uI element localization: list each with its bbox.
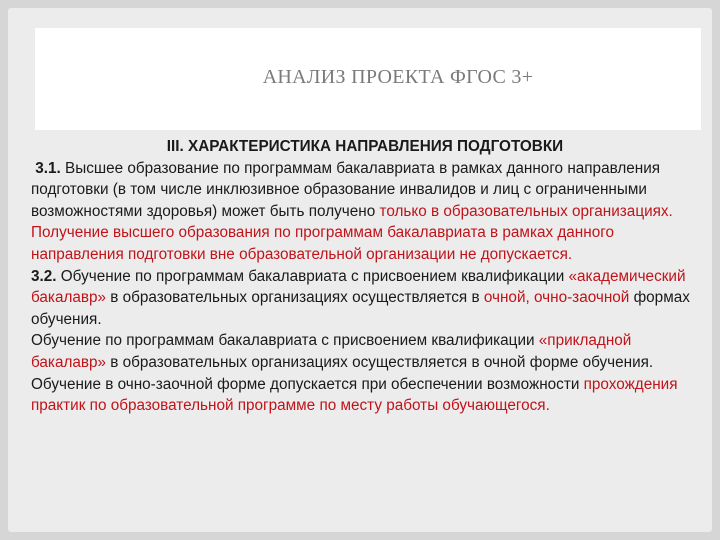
paragraph-text: в образовательных организациях осуществляется в: [106, 289, 484, 307]
paragraph-text: Высшее образование по программам бакалавриата в рамках данного направления подготовки (в том числе инклюзивное образование инвалидов и лиц с ограниченными возможностями здоровья) может быть получено: [31, 159, 661, 220]
paragraph-text: формах обучения.: [31, 289, 690, 328]
paragraph-3-1: [31, 158, 699, 266]
paragraph-text: Обучение по программам бакалавриата с присвоением квалификации: [31, 332, 539, 350]
clause-number: 3.2.: [31, 267, 57, 285]
paragraph-text: в образовательных организациях осуществляется в очной форме обучения.: [106, 353, 654, 371]
slide-title: АНАЛИЗ ПРОЕКТА ФГОС 3+: [262, 66, 534, 88]
paragraph-text: Обучение по программам бакалавриата с присвоением квалификации: [56, 267, 569, 285]
slide-body: [31, 136, 699, 417]
highlighted-text: только в образовательных организациях. Получение высшего образования по программам бакалавриата в рамках данного направления подготовки вне образовательной организации не допускается.: [31, 202, 673, 263]
section-heading: III. ХАРАКТЕРИСТИКА НАПРАВЛЕНИЯ ПОДГОТОВКИ: [166, 138, 564, 155]
paragraph-applied: [31, 330, 699, 373]
paragraph-3-2: [31, 266, 699, 331]
paragraph-part-time: [31, 374, 699, 417]
highlighted-text: «академический бакалавр»: [31, 267, 686, 307]
clause-number: 3.1.: [35, 159, 61, 177]
highlighted-text: очной, очно-заочной: [483, 289, 630, 307]
highlighted-text: прохождения практик по образовательной программе по месту работы обучающегося.: [31, 375, 678, 415]
highlighted-text: «прикладной бакалавр»: [31, 332, 632, 371]
paragraph-text: Обучение в очно-заочной форме допускается при обеспечении возможности: [31, 375, 584, 393]
slide: [8, 8, 712, 532]
title-box: [35, 28, 701, 130]
